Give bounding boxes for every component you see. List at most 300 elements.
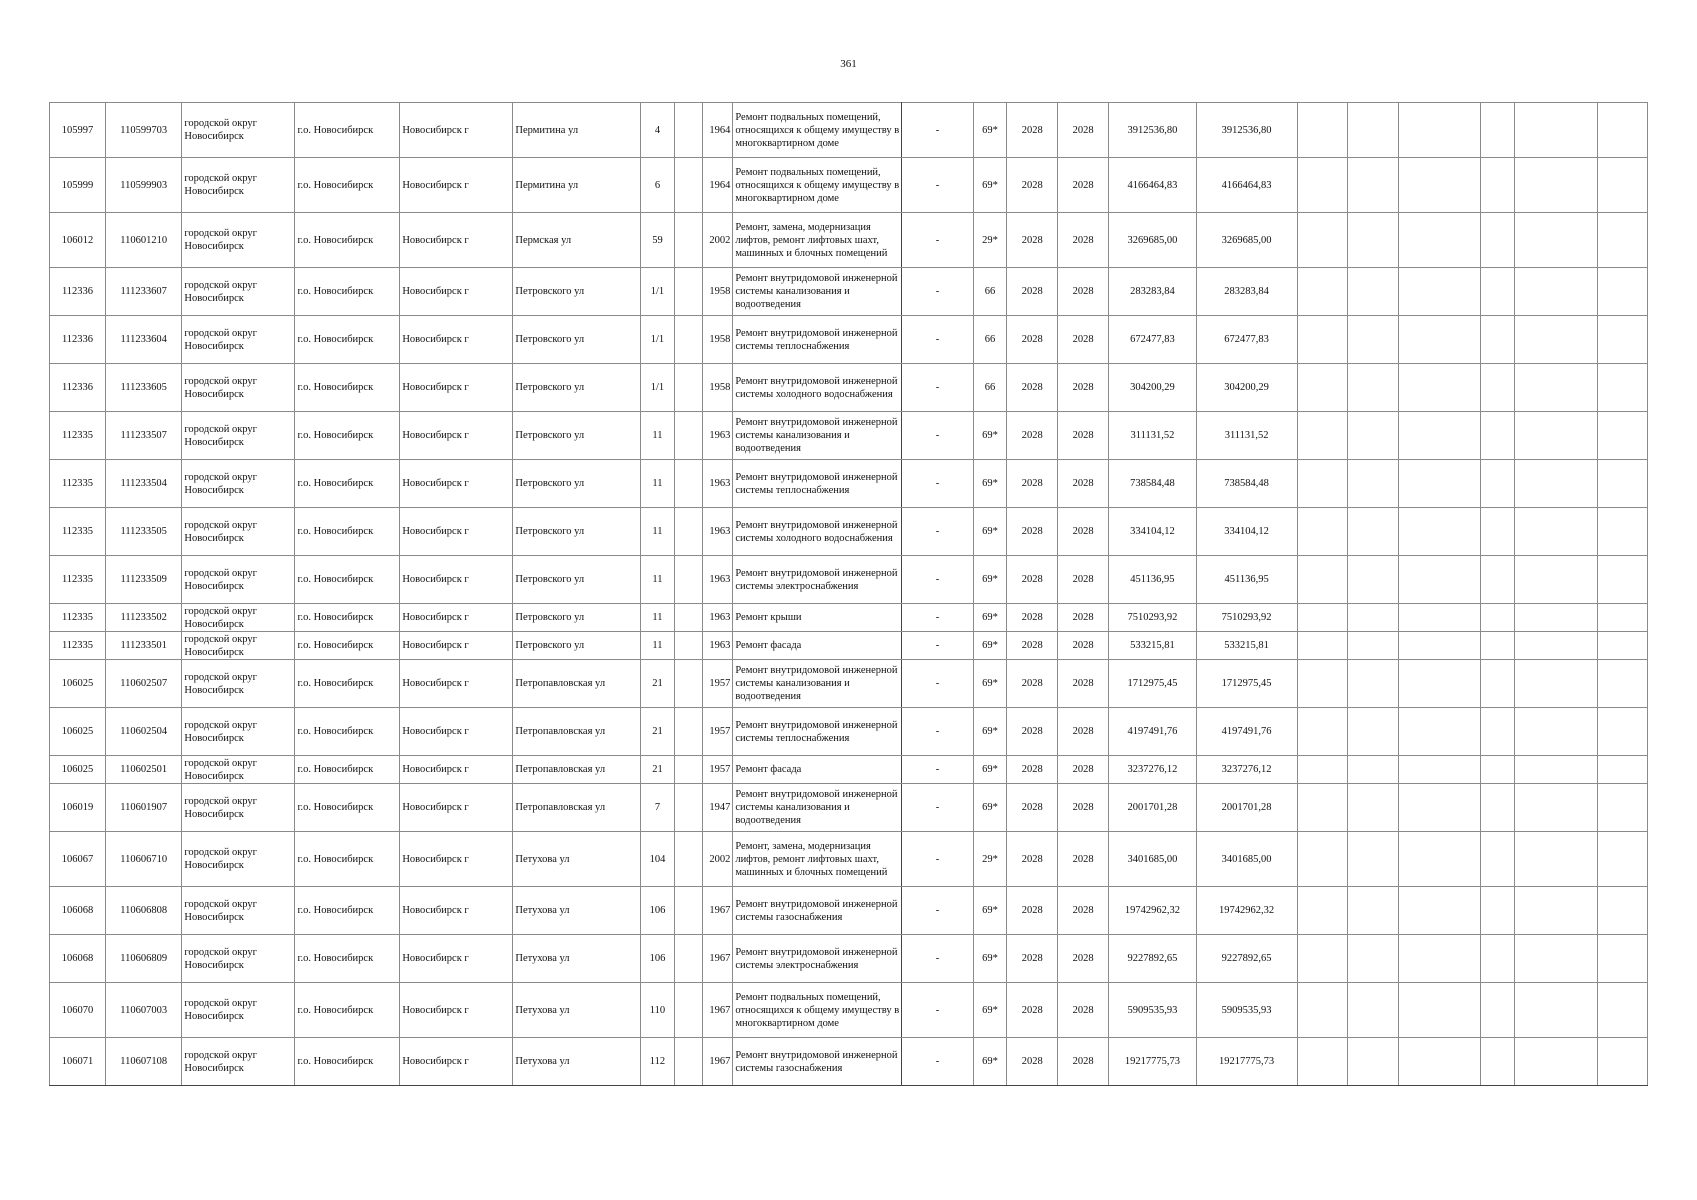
house-number-cell: 11 bbox=[640, 556, 675, 604]
work-code-cell: 110602504 bbox=[106, 708, 182, 756]
house-id-cell: 106025 bbox=[50, 660, 106, 708]
empty-cell bbox=[1480, 604, 1515, 632]
empty-cell bbox=[1297, 935, 1348, 983]
table-row bbox=[50, 887, 1648, 935]
house-id-cell: 112336 bbox=[50, 268, 106, 316]
empty-cell bbox=[1480, 103, 1515, 158]
plan-year-to-cell: 2028 bbox=[1058, 364, 1109, 412]
table-row bbox=[50, 268, 1648, 316]
work-code-cell: 110601907 bbox=[106, 784, 182, 832]
plan-year-to-cell: 2028 bbox=[1058, 708, 1109, 756]
empty-cell bbox=[1597, 103, 1647, 158]
municipality-cell: г.о. Новосибирск bbox=[295, 268, 400, 316]
table-row bbox=[50, 412, 1648, 460]
work-code-cell: 110599903 bbox=[106, 158, 182, 213]
work-code-cell: 110601210 bbox=[106, 213, 182, 268]
dash-cell: - bbox=[902, 316, 973, 364]
empty-cell bbox=[1480, 708, 1515, 756]
empty-cell bbox=[1515, 708, 1597, 756]
empty-cell bbox=[1297, 158, 1348, 213]
empty-cell bbox=[1297, 604, 1348, 632]
house-number-cell: 21 bbox=[640, 756, 675, 784]
empty-cell bbox=[1515, 935, 1597, 983]
house-number-cell: 59 bbox=[640, 213, 675, 268]
house-number-cell: 11 bbox=[640, 632, 675, 660]
plan-year-from-cell: 2028 bbox=[1007, 632, 1058, 660]
empty-cell bbox=[1515, 103, 1597, 158]
dash-cell: - bbox=[902, 508, 973, 556]
dash-cell: - bbox=[902, 1038, 973, 1086]
work-type-cell: Ремонт внутридомовой инженерной системы канализования и водоотведения bbox=[733, 784, 902, 832]
empty-cell bbox=[1297, 1038, 1348, 1086]
house-number-cell: 106 bbox=[640, 935, 675, 983]
building-cell bbox=[675, 508, 702, 556]
empty-cell bbox=[1480, 887, 1515, 935]
build-year-cell: 1958 bbox=[702, 316, 733, 364]
building-cell bbox=[675, 364, 702, 412]
table-row bbox=[50, 316, 1648, 364]
empty-cell bbox=[1399, 660, 1480, 708]
cost-total-cell: 283283,84 bbox=[1109, 268, 1197, 316]
cost-fund-cell: 533215,81 bbox=[1196, 632, 1297, 660]
table-row bbox=[50, 460, 1648, 508]
plan-year-from-cell: 2028 bbox=[1007, 412, 1058, 460]
wear-percent-cell: 66 bbox=[973, 268, 1007, 316]
dash-cell: - bbox=[902, 708, 973, 756]
plan-year-to-cell: 2028 bbox=[1058, 268, 1109, 316]
building-cell bbox=[675, 832, 702, 887]
work-code-cell: 111233605 bbox=[106, 364, 182, 412]
street-cell: Петровского ул bbox=[513, 268, 640, 316]
dash-cell: - bbox=[902, 556, 973, 604]
house-number-cell: 11 bbox=[640, 604, 675, 632]
empty-cell bbox=[1399, 158, 1480, 213]
dash-cell: - bbox=[902, 364, 973, 412]
wear-percent-cell: 29* bbox=[973, 213, 1007, 268]
cost-fund-cell: 3912536,80 bbox=[1196, 103, 1297, 158]
empty-cell bbox=[1348, 268, 1399, 316]
wear-percent-cell: 69* bbox=[973, 784, 1007, 832]
house-number-cell: 7 bbox=[640, 784, 675, 832]
empty-cell bbox=[1597, 268, 1647, 316]
empty-cell bbox=[1597, 756, 1647, 784]
empty-cell bbox=[1597, 660, 1647, 708]
cost-fund-cell: 451136,95 bbox=[1196, 556, 1297, 604]
empty-cell bbox=[1297, 508, 1348, 556]
plan-year-from-cell: 2028 bbox=[1007, 935, 1058, 983]
empty-cell bbox=[1597, 708, 1647, 756]
work-code-cell: 111233604 bbox=[106, 316, 182, 364]
house-id-cell: 106025 bbox=[50, 708, 106, 756]
empty-cell bbox=[1348, 103, 1399, 158]
cost-fund-cell: 3401685,00 bbox=[1196, 832, 1297, 887]
table-row bbox=[50, 983, 1648, 1038]
work-type-cell: Ремонт, замена, модернизация лифтов, ремонт лифтовых шахт, машинных и блочных помещений bbox=[733, 832, 902, 887]
municipality-cell: г.о. Новосибирск bbox=[295, 832, 400, 887]
municipality-cell: г.о. Новосибирск bbox=[295, 412, 400, 460]
work-code-cell: 111233502 bbox=[106, 604, 182, 632]
cost-total-cell: 672477,83 bbox=[1109, 316, 1197, 364]
house-id-cell: 106071 bbox=[50, 1038, 106, 1086]
city-cell: Новосибирск г bbox=[400, 556, 513, 604]
city-cell: Новосибирск г bbox=[400, 832, 513, 887]
district-cell: городской округ Новосибирск bbox=[182, 756, 295, 784]
district-cell: городской округ Новосибирск bbox=[182, 556, 295, 604]
plan-year-from-cell: 2028 bbox=[1007, 508, 1058, 556]
build-year-cell: 1967 bbox=[702, 935, 733, 983]
street-cell: Петровского ул bbox=[513, 556, 640, 604]
municipality-cell: г.о. Новосибирск bbox=[295, 887, 400, 935]
plan-year-from-cell: 2028 bbox=[1007, 604, 1058, 632]
wear-percent-cell: 69* bbox=[973, 887, 1007, 935]
building-cell bbox=[675, 556, 702, 604]
wear-percent-cell: 69* bbox=[973, 983, 1007, 1038]
work-code-cell: 110602501 bbox=[106, 756, 182, 784]
empty-cell bbox=[1399, 460, 1480, 508]
empty-cell bbox=[1297, 784, 1348, 832]
cost-fund-cell: 3237276,12 bbox=[1196, 756, 1297, 784]
empty-cell bbox=[1480, 756, 1515, 784]
empty-cell bbox=[1399, 983, 1480, 1038]
table-row bbox=[50, 784, 1648, 832]
house-id-cell: 112336 bbox=[50, 364, 106, 412]
city-cell: Новосибирск г bbox=[400, 756, 513, 784]
work-code-cell: 110606808 bbox=[106, 887, 182, 935]
work-type-cell: Ремонт подвальных помещений, относящихся к общему имуществу в многоквартирном доме bbox=[733, 983, 902, 1038]
municipality-cell: г.о. Новосибирск bbox=[295, 660, 400, 708]
work-code-cell: 110606710 bbox=[106, 832, 182, 887]
empty-cell bbox=[1515, 460, 1597, 508]
work-type-cell: Ремонт внутридомовой инженерной системы холодного водоснабжения bbox=[733, 364, 902, 412]
street-cell: Петропавловская ул bbox=[513, 660, 640, 708]
cost-total-cell: 3912536,80 bbox=[1109, 103, 1197, 158]
plan-year-from-cell: 2028 bbox=[1007, 316, 1058, 364]
street-cell: Петровского ул bbox=[513, 460, 640, 508]
municipality-cell: г.о. Новосибирск bbox=[295, 632, 400, 660]
municipality-cell: г.о. Новосибирск bbox=[295, 316, 400, 364]
empty-cell bbox=[1297, 556, 1348, 604]
empty-cell bbox=[1480, 268, 1515, 316]
empty-cell bbox=[1297, 832, 1348, 887]
house-number-cell: 112 bbox=[640, 1038, 675, 1086]
plan-year-from-cell: 2028 bbox=[1007, 660, 1058, 708]
street-cell: Петухова ул bbox=[513, 983, 640, 1038]
empty-cell bbox=[1399, 887, 1480, 935]
building-cell bbox=[675, 935, 702, 983]
table-row bbox=[50, 158, 1648, 213]
build-year-cell: 2002 bbox=[702, 832, 733, 887]
building-cell bbox=[675, 784, 702, 832]
empty-cell bbox=[1480, 213, 1515, 268]
cost-total-cell: 3269685,00 bbox=[1109, 213, 1197, 268]
cost-total-cell: 451136,95 bbox=[1109, 556, 1197, 604]
table-row bbox=[50, 508, 1648, 556]
dash-cell: - bbox=[902, 268, 973, 316]
work-code-cell: 111233505 bbox=[106, 508, 182, 556]
table-row bbox=[50, 604, 1648, 632]
house-id-cell: 105999 bbox=[50, 158, 106, 213]
cost-total-cell: 7510293,92 bbox=[1109, 604, 1197, 632]
build-year-cell: 1964 bbox=[702, 158, 733, 213]
empty-cell bbox=[1515, 556, 1597, 604]
empty-cell bbox=[1515, 632, 1597, 660]
work-type-cell: Ремонт подвальных помещений, относящихся к общему имуществу в многоквартирном доме bbox=[733, 158, 902, 213]
plan-year-to-cell: 2028 bbox=[1058, 832, 1109, 887]
plan-year-to-cell: 2028 bbox=[1058, 213, 1109, 268]
house-id-cell: 106012 bbox=[50, 213, 106, 268]
district-cell: городской округ Новосибирск bbox=[182, 103, 295, 158]
house-number-cell: 1/1 bbox=[640, 364, 675, 412]
street-cell: Петровского ул bbox=[513, 412, 640, 460]
wear-percent-cell: 69* bbox=[973, 1038, 1007, 1086]
municipality-cell: г.о. Новосибирск bbox=[295, 213, 400, 268]
table-row bbox=[50, 364, 1648, 412]
house-id-cell: 106070 bbox=[50, 983, 106, 1038]
build-year-cell: 1947 bbox=[702, 784, 733, 832]
empty-cell bbox=[1399, 412, 1480, 460]
municipality-cell: г.о. Новосибирск bbox=[295, 708, 400, 756]
district-cell: городской округ Новосибирск bbox=[182, 460, 295, 508]
district-cell: городской округ Новосибирск bbox=[182, 983, 295, 1038]
empty-cell bbox=[1480, 460, 1515, 508]
house-id-cell: 106019 bbox=[50, 784, 106, 832]
wear-percent-cell: 69* bbox=[973, 460, 1007, 508]
cost-total-cell: 19742962,32 bbox=[1109, 887, 1197, 935]
empty-cell bbox=[1297, 213, 1348, 268]
street-cell: Петровского ул bbox=[513, 364, 640, 412]
empty-cell bbox=[1515, 158, 1597, 213]
street-cell: Пермитина ул bbox=[513, 158, 640, 213]
empty-cell bbox=[1399, 508, 1480, 556]
work-type-cell: Ремонт внутридомовой инженерной системы теплоснабжения bbox=[733, 708, 902, 756]
build-year-cell: 1967 bbox=[702, 1038, 733, 1086]
wear-percent-cell: 69* bbox=[973, 103, 1007, 158]
empty-cell bbox=[1515, 784, 1597, 832]
empty-cell bbox=[1297, 708, 1348, 756]
wear-percent-cell: 69* bbox=[973, 604, 1007, 632]
city-cell: Новосибирск г bbox=[400, 158, 513, 213]
plan-year-from-cell: 2028 bbox=[1007, 983, 1058, 1038]
house-number-cell: 1/1 bbox=[640, 316, 675, 364]
work-code-cell: 111233501 bbox=[106, 632, 182, 660]
empty-cell bbox=[1515, 887, 1597, 935]
cost-fund-cell: 738584,48 bbox=[1196, 460, 1297, 508]
cost-total-cell: 9227892,65 bbox=[1109, 935, 1197, 983]
house-id-cell: 106067 bbox=[50, 832, 106, 887]
empty-cell bbox=[1480, 632, 1515, 660]
empty-cell bbox=[1597, 158, 1647, 213]
page-number: 361 bbox=[840, 58, 857, 70]
empty-cell bbox=[1297, 268, 1348, 316]
plan-year-to-cell: 2028 bbox=[1058, 412, 1109, 460]
empty-cell bbox=[1297, 460, 1348, 508]
street-cell: Пермская ул bbox=[513, 213, 640, 268]
dash-cell: - bbox=[902, 660, 973, 708]
city-cell: Новосибирск г bbox=[400, 508, 513, 556]
cost-fund-cell: 19217775,73 bbox=[1196, 1038, 1297, 1086]
cost-fund-cell: 304200,29 bbox=[1196, 364, 1297, 412]
plan-year-to-cell: 2028 bbox=[1058, 508, 1109, 556]
plan-year-from-cell: 2028 bbox=[1007, 364, 1058, 412]
build-year-cell: 1957 bbox=[702, 660, 733, 708]
house-id-cell: 105997 bbox=[50, 103, 106, 158]
house-number-cell: 21 bbox=[640, 660, 675, 708]
empty-cell bbox=[1348, 887, 1399, 935]
work-code-cell: 111233504 bbox=[106, 460, 182, 508]
empty-cell bbox=[1480, 784, 1515, 832]
plan-year-to-cell: 2028 bbox=[1058, 756, 1109, 784]
empty-cell bbox=[1399, 935, 1480, 983]
wear-percent-cell: 69* bbox=[973, 508, 1007, 556]
plan-year-from-cell: 2028 bbox=[1007, 784, 1058, 832]
cost-total-cell: 3401685,00 bbox=[1109, 832, 1197, 887]
city-cell: Новосибирск г bbox=[400, 708, 513, 756]
empty-cell bbox=[1399, 832, 1480, 887]
build-year-cell: 1963 bbox=[702, 412, 733, 460]
street-cell: Петухова ул bbox=[513, 935, 640, 983]
district-cell: городской округ Новосибирск bbox=[182, 508, 295, 556]
empty-cell bbox=[1597, 935, 1647, 983]
empty-cell bbox=[1297, 103, 1348, 158]
build-year-cell: 1963 bbox=[702, 632, 733, 660]
empty-cell bbox=[1597, 632, 1647, 660]
empty-cell bbox=[1480, 364, 1515, 412]
plan-year-to-cell: 2028 bbox=[1058, 103, 1109, 158]
plan-year-from-cell: 2028 bbox=[1007, 887, 1058, 935]
cost-fund-cell: 9227892,65 bbox=[1196, 935, 1297, 983]
house-number-cell: 6 bbox=[640, 158, 675, 213]
building-cell bbox=[675, 756, 702, 784]
empty-cell bbox=[1399, 1038, 1480, 1086]
work-type-cell: Ремонт фасада bbox=[733, 632, 902, 660]
wear-percent-cell: 69* bbox=[973, 708, 1007, 756]
build-year-cell: 1964 bbox=[702, 103, 733, 158]
district-cell: городской округ Новосибирск bbox=[182, 604, 295, 632]
empty-cell bbox=[1348, 784, 1399, 832]
build-year-cell: 2002 bbox=[702, 213, 733, 268]
city-cell: Новосибирск г bbox=[400, 316, 513, 364]
empty-cell bbox=[1348, 412, 1399, 460]
building-cell bbox=[675, 604, 702, 632]
district-cell: городской округ Новосибирск bbox=[182, 316, 295, 364]
empty-cell bbox=[1297, 887, 1348, 935]
dash-cell: - bbox=[902, 935, 973, 983]
street-cell: Пермитина ул bbox=[513, 103, 640, 158]
city-cell: Новосибирск г bbox=[400, 784, 513, 832]
empty-cell bbox=[1399, 316, 1480, 364]
house-id-cell: 112335 bbox=[50, 412, 106, 460]
municipality-cell: г.о. Новосибирск bbox=[295, 983, 400, 1038]
work-type-cell: Ремонт внутридомовой инженерной системы канализования и водоотведения bbox=[733, 660, 902, 708]
build-year-cell: 1963 bbox=[702, 508, 733, 556]
work-type-cell: Ремонт внутридомовой инженерной системы канализования и водоотведения bbox=[733, 268, 902, 316]
empty-cell bbox=[1297, 316, 1348, 364]
plan-year-from-cell: 2028 bbox=[1007, 103, 1058, 158]
building-cell bbox=[675, 983, 702, 1038]
building-cell bbox=[675, 708, 702, 756]
plan-year-to-cell: 2028 bbox=[1058, 1038, 1109, 1086]
empty-cell bbox=[1515, 832, 1597, 887]
empty-cell bbox=[1515, 983, 1597, 1038]
house-number-cell: 11 bbox=[640, 508, 675, 556]
table-row bbox=[50, 632, 1648, 660]
city-cell: Новосибирск г bbox=[400, 268, 513, 316]
plan-year-to-cell: 2028 bbox=[1058, 660, 1109, 708]
plan-year-to-cell: 2028 bbox=[1058, 460, 1109, 508]
empty-cell bbox=[1348, 460, 1399, 508]
build-year-cell: 1963 bbox=[702, 460, 733, 508]
house-number-cell: 110 bbox=[640, 983, 675, 1038]
empty-cell bbox=[1399, 756, 1480, 784]
work-type-cell: Ремонт внутридомовой инженерной системы теплоснабжения bbox=[733, 316, 902, 364]
cost-total-cell: 311131,52 bbox=[1109, 412, 1197, 460]
house-number-cell: 106 bbox=[640, 887, 675, 935]
work-code-cell: 110606809 bbox=[106, 935, 182, 983]
work-type-cell: Ремонт крыши bbox=[733, 604, 902, 632]
empty-cell bbox=[1297, 660, 1348, 708]
cost-total-cell: 334104,12 bbox=[1109, 508, 1197, 556]
empty-cell bbox=[1348, 213, 1399, 268]
house-id-cell: 106025 bbox=[50, 756, 106, 784]
empty-cell bbox=[1399, 632, 1480, 660]
wear-percent-cell: 66 bbox=[973, 316, 1007, 364]
city-cell: Новосибирск г bbox=[400, 660, 513, 708]
street-cell: Петухова ул bbox=[513, 887, 640, 935]
plan-year-to-cell: 2028 bbox=[1058, 983, 1109, 1038]
empty-cell bbox=[1597, 213, 1647, 268]
cost-fund-cell: 4166464,83 bbox=[1196, 158, 1297, 213]
municipality-cell: г.о. Новосибирск bbox=[295, 158, 400, 213]
district-cell: городской округ Новосибирск bbox=[182, 632, 295, 660]
building-cell bbox=[675, 103, 702, 158]
empty-cell bbox=[1348, 832, 1399, 887]
cost-fund-cell: 283283,84 bbox=[1196, 268, 1297, 316]
plan-year-from-cell: 2028 bbox=[1007, 268, 1058, 316]
build-year-cell: 1963 bbox=[702, 604, 733, 632]
city-cell: Новосибирск г bbox=[400, 103, 513, 158]
house-number-cell: 11 bbox=[640, 460, 675, 508]
house-number-cell: 21 bbox=[640, 708, 675, 756]
municipality-cell: г.о. Новосибирск bbox=[295, 756, 400, 784]
district-cell: городской округ Новосибирск bbox=[182, 784, 295, 832]
work-type-cell: Ремонт, замена, модернизация лифтов, ремонт лифтовых шахт, машинных и блочных помещений bbox=[733, 213, 902, 268]
empty-cell bbox=[1597, 460, 1647, 508]
empty-cell bbox=[1348, 158, 1399, 213]
cost-fund-cell: 19742962,32 bbox=[1196, 887, 1297, 935]
empty-cell bbox=[1399, 213, 1480, 268]
wear-percent-cell: 69* bbox=[973, 556, 1007, 604]
plan-year-from-cell: 2028 bbox=[1007, 708, 1058, 756]
empty-cell bbox=[1348, 508, 1399, 556]
district-cell: городской округ Новосибирск bbox=[182, 935, 295, 983]
work-code-cell: 110607003 bbox=[106, 983, 182, 1038]
wear-percent-cell: 69* bbox=[973, 632, 1007, 660]
house-id-cell: 106068 bbox=[50, 935, 106, 983]
house-number-cell: 11 bbox=[640, 412, 675, 460]
dash-cell: - bbox=[902, 412, 973, 460]
build-year-cell: 1963 bbox=[702, 556, 733, 604]
district-cell: городской округ Новосибирск bbox=[182, 158, 295, 213]
empty-cell bbox=[1399, 784, 1480, 832]
build-year-cell: 1957 bbox=[702, 756, 733, 784]
wear-percent-cell: 69* bbox=[973, 412, 1007, 460]
street-cell: Петропавловская ул bbox=[513, 784, 640, 832]
plan-year-from-cell: 2028 bbox=[1007, 756, 1058, 784]
empty-cell bbox=[1515, 364, 1597, 412]
district-cell: городской округ Новосибирск bbox=[182, 887, 295, 935]
building-cell bbox=[675, 412, 702, 460]
empty-cell bbox=[1348, 632, 1399, 660]
